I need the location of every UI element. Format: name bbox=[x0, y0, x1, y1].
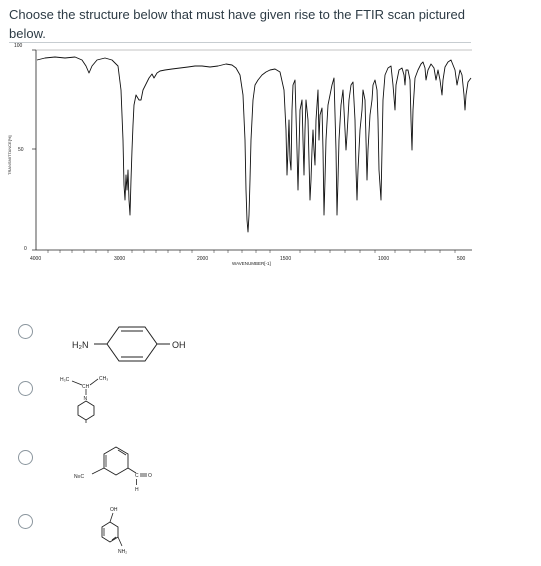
x-minor-ticks bbox=[48, 250, 455, 253]
hydroxyl-label: OH bbox=[172, 340, 186, 350]
y-tick-50: 50 bbox=[18, 147, 24, 153]
y-tick-100: 100 bbox=[14, 43, 23, 49]
y-tick-0: 0 bbox=[24, 246, 27, 252]
option-1-radio[interactable] bbox=[18, 324, 33, 339]
x-tick-4000: 4000 bbox=[30, 256, 42, 262]
spectrum-trace bbox=[37, 57, 471, 232]
option-4-radio[interactable] bbox=[18, 514, 33, 529]
right-methyl-label: CH₃ bbox=[99, 376, 109, 382]
n-label: N bbox=[83, 396, 88, 402]
structure-4-aminophenol bbox=[66, 322, 246, 362]
structure-aminophenol-meta bbox=[86, 502, 136, 562]
x-tick-2000: 2000 bbox=[197, 256, 209, 262]
left-methyl-label: H₃C bbox=[60, 377, 70, 383]
option-2-radio[interactable] bbox=[18, 381, 33, 396]
y-ticks bbox=[32, 50, 36, 250]
hydroxyl-label: OH bbox=[110, 507, 118, 513]
structure-cyanobenzaldehyde bbox=[56, 439, 166, 494]
option-3-radio[interactable] bbox=[18, 450, 33, 465]
ftir-spectrum bbox=[0, 38, 541, 268]
question-text: Choose the structure below that must have given rise to the FTIR scan pictured below. bbox=[9, 7, 465, 41]
amine-label: NH₂ bbox=[118, 549, 128, 555]
x-tick-1500: 1500 bbox=[280, 256, 292, 262]
x-tick-1000: 1000 bbox=[378, 256, 390, 262]
x-axis-label: WAVENUMBER[-1] bbox=[232, 261, 271, 266]
carbonyl-o-label: O bbox=[148, 473, 152, 479]
x-tick-500: 500 bbox=[457, 256, 466, 262]
ch-label: CH bbox=[82, 384, 90, 390]
nitrile-label: N≡C bbox=[74, 474, 85, 480]
carbonyl-c-label: C bbox=[135, 473, 139, 479]
structure-n-isopropyl-piperidinone bbox=[58, 373, 128, 423]
x-tick-3000: 3000 bbox=[114, 256, 126, 262]
h-label: H bbox=[135, 487, 139, 493]
amine-label: H₂N bbox=[72, 340, 89, 350]
y-axis-label: TRANSMITTANCE[%] bbox=[7, 135, 12, 175]
